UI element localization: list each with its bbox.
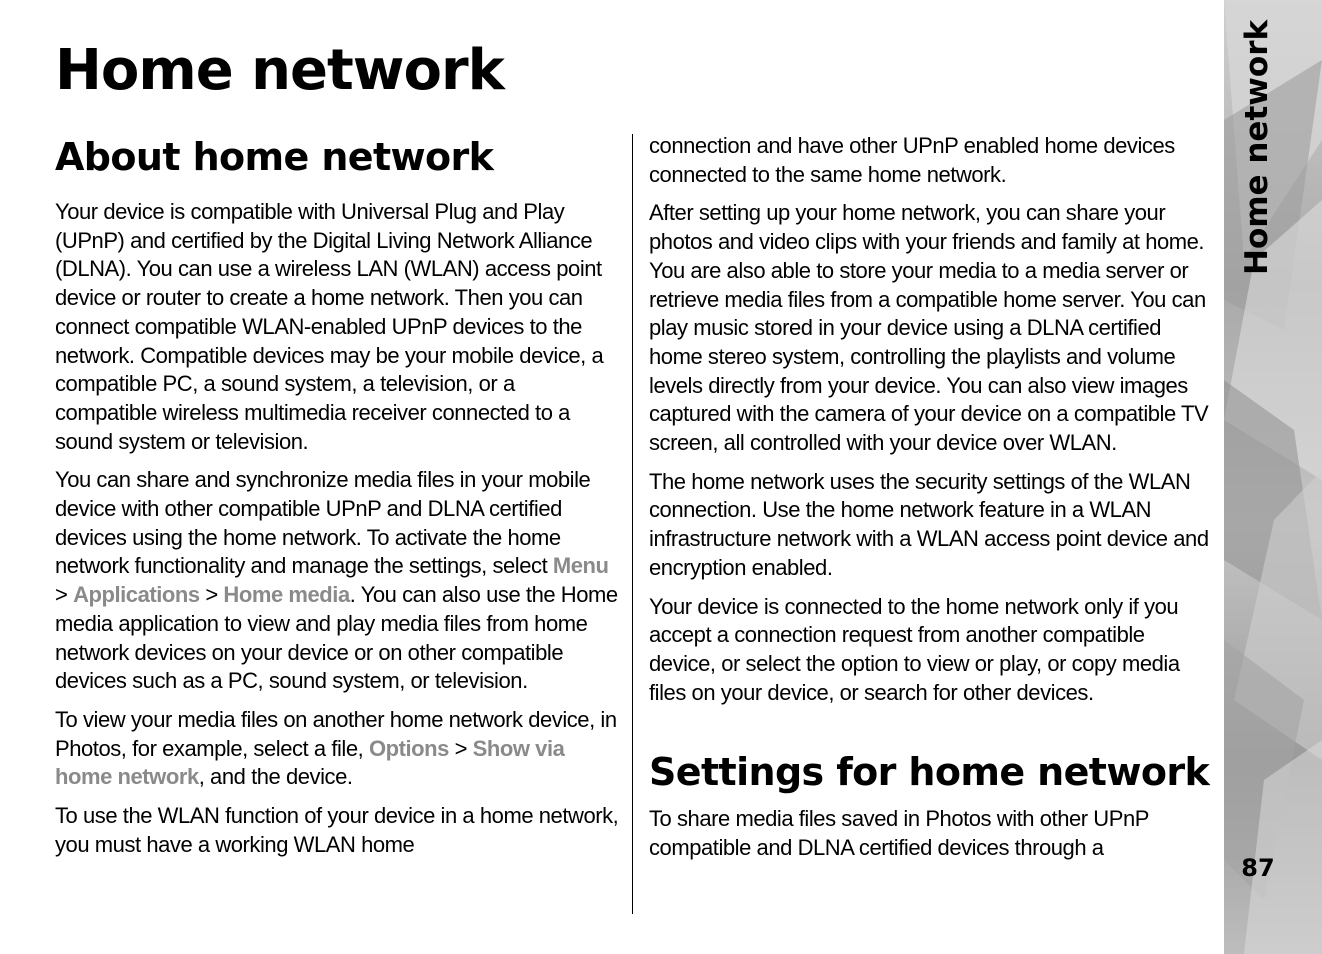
about-paragraph-4: To use the WLAN function of your device in a home network, you must have a working WLAN home [55,803,619,857]
show-via-home-network-command: Show via home network [55,735,565,790]
about-paragraph-1: Your device is compatible with Universal Plug and Play (UPnP) and certified by the Digital Living Network Alliance (DLNA). You can use a wireless LAN (WLAN) access point device or router to create a home network. Then you can connect compatible WLAN-enabled UPnP devices to the network. Compatible devices may be your mobile device, a compatible PC, a sound system, a television, or a compatible wireless multimedia receiver connected to a sound system or television. [55,199,604,454]
path-separator: > [199,582,224,608]
home-media-command: Home media [223,582,350,608]
about-paragraph-5: After setting up your home network, you can share your photos and video clips with your friends and family at home. You are also able to store your media to a media server or retrieve media files from a compatible home server. You can play music stored in your device using a DLNA certified home stereo system, controlling the playlists and volume levels directly from your device. You can also view images captured with the camera of your device on a compatible TV screen, all controlled with your device over WLAN. [649,200,1209,456]
about-paragraph-3-tail: , and the device. [198,764,353,790]
about-paragraph-7: Your device is connected to the home network only if you accept a connection request from another compatible device, or select the option to view or play, or copy media files on your device, or search for other devices. [649,593,1180,705]
path-separator: > [55,582,74,608]
left-column [55,132,621,869]
about-paragraph-2-tail: . You can also use the Home media application to view and play media files from home network devices on your device or on other compatible devices such as a PC, sound system, or television. [55,582,618,694]
about-paragraph-2-text: You can share and synchronize media files in your mobile device with other compatible UPnP and DLNA certified devices using the home network. To activate the home network functionality and manage the settings, select [55,467,591,579]
section-heading-settings: Settings for home network [649,750,1210,795]
about-paragraph-3 [55,706,621,792]
column-divider [632,134,633,914]
path-separator: > [448,735,473,761]
settings-paragraph-1: To share media files saved in Photos with other UPnP compatible and DLNA certified devices through a [649,806,1149,861]
applications-command: Applications [73,582,200,608]
about-paragraph-2 [55,466,621,696]
chapter-tab-label: Home network [1239,19,1275,275]
menu-command: Menu [552,553,609,579]
right-column [649,132,1215,873]
page-title: Home network [55,38,504,103]
about-paragraph-6: The home network uses the security settings of the WLAN connection. Use the home network feature in a WLAN infrastructure network with a WLAN access point device and encryption enabled. [649,468,1209,580]
options-command: Options [368,735,449,761]
section-heading-about: About home network [55,135,494,179]
page-number: 87 [1241,854,1275,882]
about-paragraph-3-text: To view your media files on another home network device, in Photos, for example, select a file, [55,706,617,761]
about-paragraph-4-continued: connection and have other UPnP enabled home devices connected to the same home network. [649,133,1175,187]
